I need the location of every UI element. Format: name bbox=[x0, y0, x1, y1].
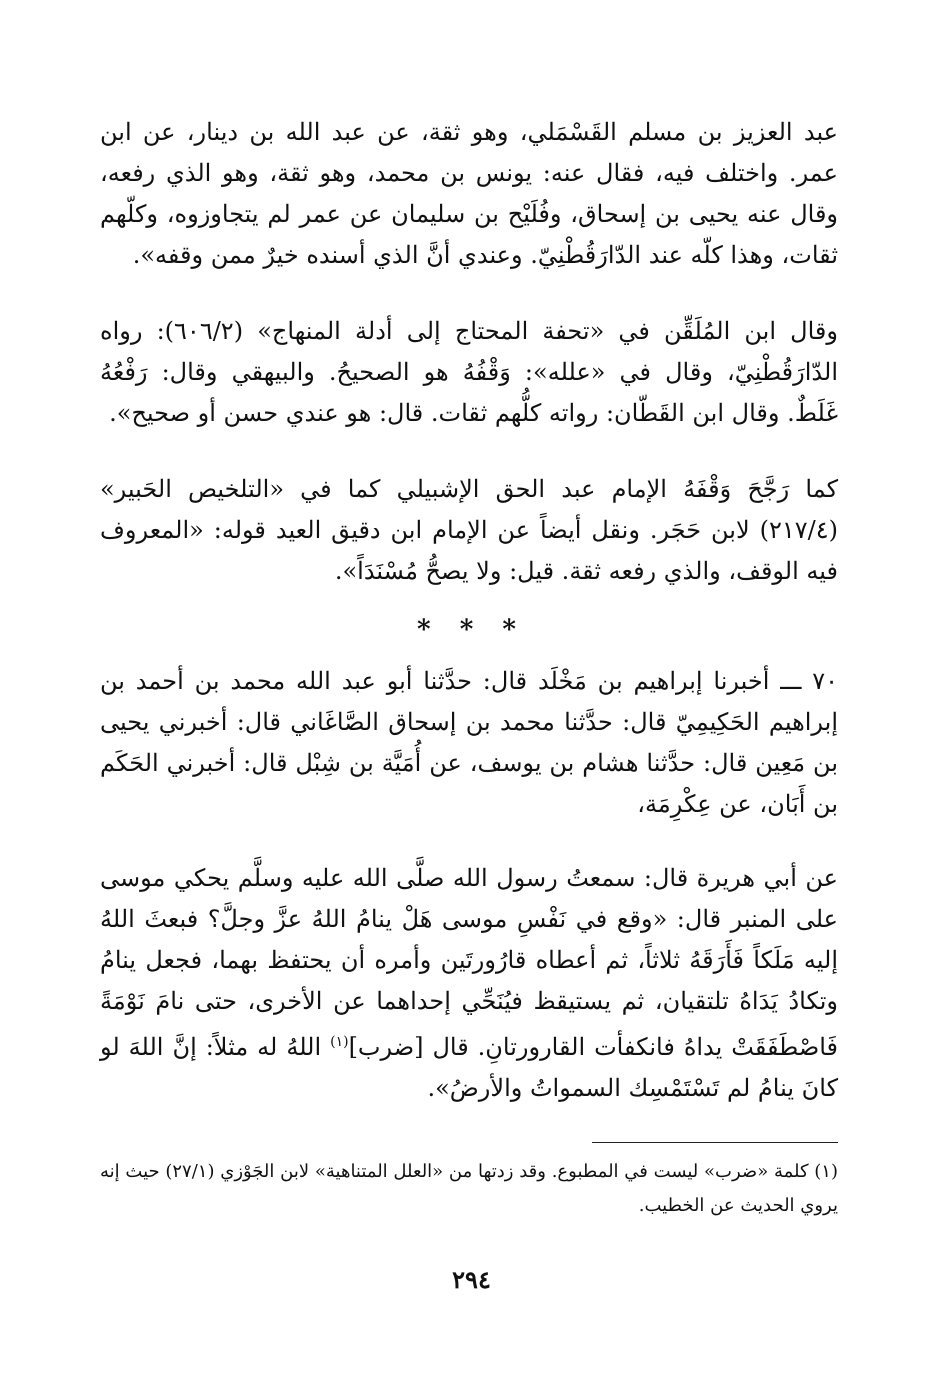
page-number: ٢٩٤ bbox=[452, 1265, 491, 1294]
hadith-matn-part2: اللهُ له مثلاً: إنَّ اللهَ لو كانَ ينامُ لم تَسْتَمْسِك السمواتُ والأرضُ». bbox=[100, 1033, 838, 1102]
hadith-isnad-text: أخبرنا إبراهيم بن مَخْلَد قال: حدَّثنا أبو عبد الله محمد بن أحمد بن إبراهيم الحَكِيمِيّ قال: حدَّثنا محمد بن إسحاق الصَّاغَاني قال: أخبرني يحيى بن مَعِين قال: حدَّثنا هشام بن يوسف، عن أُمَيَّة بن شِبْل قال: أخبرني الحَكَم بن أَبَان، عن عِكْرِمَة، bbox=[100, 667, 839, 818]
hadith-matn bbox=[100, 858, 838, 1109]
footnote-divider bbox=[592, 1142, 838, 1143]
hadith-isnad bbox=[100, 661, 838, 825]
paragraph-2: وقال ابن المُلَقِّن في «تحفة المحتاج إلى أدلة المنهاج» (٦٠٦/٢): رواه الدّارَقُطْنِيّ، وقال في «علله»: وَقْفُهُ هو الصحيحُ. والبيهقي وقال: رَفْعُهُ غَلَطٌ. وقال ابن القَطّان: رواته كلُّهم ثقات. قال: هو عندي حسن أو صحيح». bbox=[100, 317, 838, 427]
hadith-number: ٧٠ bbox=[812, 667, 838, 695]
hadith-dash: ـــ bbox=[780, 667, 802, 695]
section-separator: * * * bbox=[417, 615, 526, 645]
paragraph-3: كما رَجَّحَ وَقْفَهُ الإمام عبد الحق الإشبيلي كما في «التلخيص الحَبير» (٢١٧/٤) لابن حَجَر. ونقل أيضاً عن الإمام ابن دقيق العيد قوله: «المعروف فيه الوقف، والذي رفعه ثقة. قيل: ولا يصحُّ مُسْنَدَاً». bbox=[100, 475, 838, 585]
paragraph-1: عبد العزيز بن مسلم القَسْمَلي، وهو ثقة، عن عبد الله بن دينار، عن ابن عمر. واختلف فيه، فقال عنه: يونس بن محمد، وهو ثقة، وهو الذي رفعه، وقال عنه يحيى بن إسحاق، وفُلَيْح بن سليمان عن عمر لم يتجاوزوه، وكلّهم ثقات، وهذا كلّه عند الدّارَقُطْنِيّ. وعندي أنَّ الذي أسنده خيرٌ ممن وقفه». bbox=[100, 118, 838, 269]
footnote-reference: (١) bbox=[330, 1034, 349, 1050]
hadith-matn-part1: عن أبي هريرة قال: سمعتُ رسول الله صلَّى الله عليه وسلَّم يحكي موسى على المنبر قال: «وقع في نَفْسِ موسى هَلْ ينامُ اللهُ عزَّ وجلَّ؟ فبعثَ اللهُ إليه مَلَكاً فَأَرَقَهُ ثلاثاً، ثم أعطاه قارُورتَين وأمره أن يحتفظ بهما، فجعل ينامُ وتكادُ يَدَاهُ تلتقيان، ثم يستيقظ فيُنَحِّي إحداهما عن الأخرى، حتى نامَ نَوْمَةً فَاصْطَفَقَتْ يداهُ فانكفأت القارورتانِ. قال [ضرب] bbox=[100, 864, 839, 1061]
footnote-1: (١) كلمة «ضرب» ليست في المطبوع. وقد زدتها من «العلل المتناهية» لابن الجَوْزي (٢٧/١) حيث إنه يروي الحديث عن الخطيب. bbox=[100, 1161, 838, 1216]
